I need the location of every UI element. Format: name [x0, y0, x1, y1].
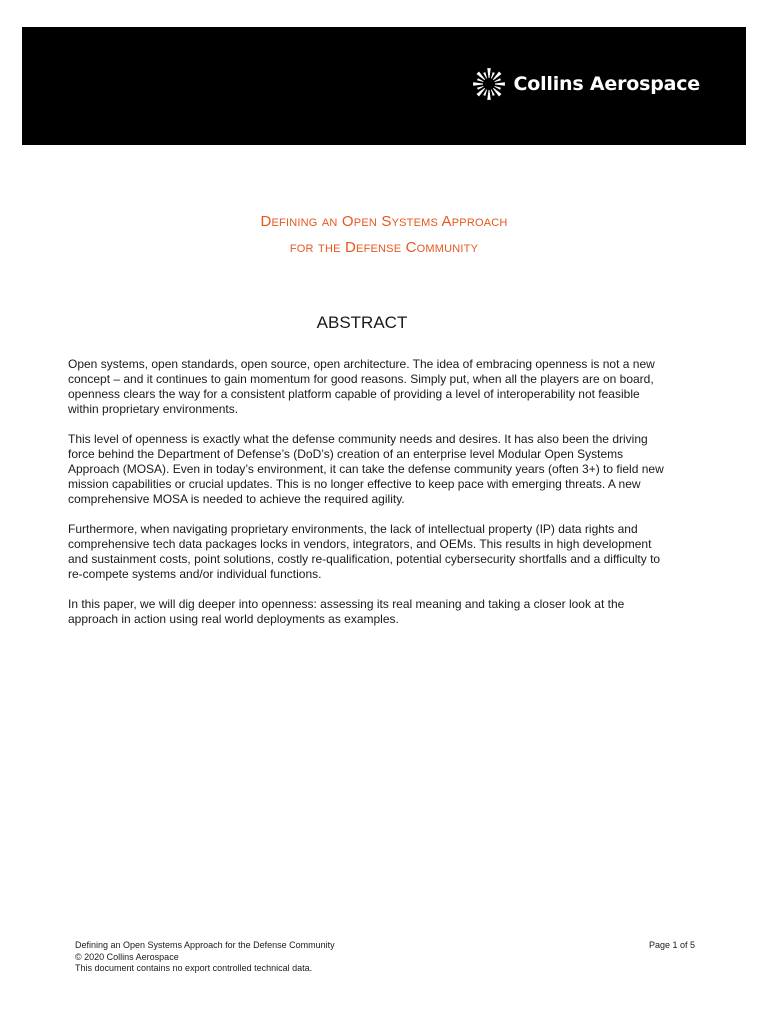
- page-footer: [75, 940, 695, 975]
- paragraph: This level of openness is exactly what the defense community needs and desires. It has also been the driving force behind the Department of Defense’s (DoD’s) creation of an enterprise level Modular Open Systems Approach (MOSA). Even in today’s environment, it can take the defense community years (often 3+) to field new mission capabilities or crucial updates. This is no longer effective to keep pace with emerging threats. A new comprehensive MOSA is needed to achieve the required agility.: [68, 432, 664, 506]
- logo-ray: [477, 86, 484, 90]
- logo-ray: [490, 72, 494, 79]
- abstract-body: [68, 357, 668, 642]
- paragraph: Open systems, open standards, open source, open architecture. The idea of embracing openness is not a new concept – and it continues to gain momentum for good reasons. Simply put, when all the players are on board, openness clears the way for a consistent platform capable of providing a level of interoperability not feasible within proprietary environments.: [68, 357, 655, 416]
- logo-ray: [477, 78, 484, 82]
- footer-copyright: © 2020 Collins Aerospace: [75, 951, 179, 962]
- logo-ray: [473, 82, 483, 86]
- paragraph: In this paper, we will dig deeper into openness: assessing its real meaning and taking a closer look at the approach in action using real world deployments as examples.: [68, 597, 625, 626]
- logo-ray: [487, 68, 491, 78]
- logo-ray: [494, 86, 501, 90]
- brand-logo: [472, 67, 700, 101]
- title-line-2: for the Defense Community: [289, 239, 479, 256]
- abstract-heading: ABSTRACT: [316, 313, 408, 332]
- logo-ray: [490, 89, 494, 96]
- logo-ray: [483, 89, 487, 96]
- logo-ray: [487, 90, 491, 100]
- header-band: [22, 27, 746, 145]
- brand-name: Collins Aerospace: [513, 73, 700, 95]
- collins-sunburst-icon: [472, 67, 506, 101]
- logo-ray: [494, 82, 504, 86]
- document-title: [0, 209, 768, 261]
- logo-ray: [494, 78, 501, 82]
- title-line-1: Defining an Open Systems Approach: [260, 213, 508, 230]
- logo-ray: [483, 72, 487, 79]
- footer-export-notice: This document contains no export controlled technical data.: [75, 963, 313, 973]
- paragraph: Furthermore, when navigating proprietary environments, the lack of intellectual property (IP) data rights and comprehensive tech data packages locks in vendors, integrators, and OEMs. This results in high development and sustainment costs, point solutions, costly re-qualification, potential cybersecurity shortfalls and a difficulty to re-compete systems and/or individual functions.: [68, 522, 661, 581]
- page-number: Page 1 of 5: [648, 940, 695, 950]
- footer-title: Defining an Open Systems Approach for the Defense Community: [75, 940, 335, 950]
